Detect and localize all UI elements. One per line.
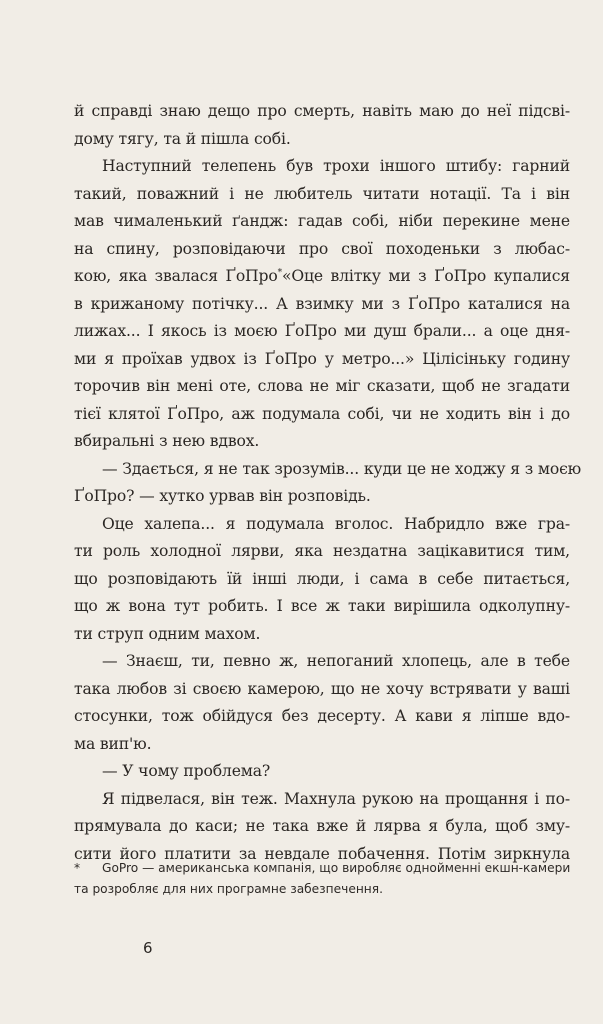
text-line: сити його платити за невдале побачення. Потім зиркнула — [74, 844, 570, 863]
text-line: в крижаному потічку... А взимку ми з ҐоПро каталися на — [74, 294, 570, 313]
footnote — [74, 858, 570, 900]
text-line: мав чималенький ґандж: гадав собі, ніби перекине мене — [74, 212, 570, 230]
text-line: Я підвелася, він теж. Махнула рукою на прощання і по- — [102, 789, 570, 808]
page-number: 6 — [143, 939, 153, 957]
text-line — [74, 263, 570, 291]
text-line: на спину, розповідаючи про свої походеньки з любас- — [74, 239, 570, 258]
footnote-line — [74, 858, 570, 879]
footnote-reference: * — [277, 267, 282, 278]
text-line: ҐоПро? — хутко урвав він розповідь. — [74, 487, 371, 505]
footnote-marker: * — [74, 861, 81, 875]
text-line: прямувала до каси; не така вже й лярва я була, щоб зму- — [74, 817, 570, 835]
text-line: тієї клятої ҐоПро, аж подумала собі, чи не ходить він і до — [74, 404, 570, 423]
text-line: що розповідають їй інші люди, і сама в себе питається, — [74, 569, 570, 588]
text-line: дому тягу, та й пішла собі. — [74, 129, 291, 148]
text-line: ми я проїхав удвох із ҐоПро у метро...» Цілісіньку годину — [74, 349, 570, 368]
text-line: й справді знаю дещо про смерть, навіть маю до неї підсві- — [74, 102, 570, 120]
text-line: стосунки, тож обійдуся без десерту. А кави я ліпше вдо- — [74, 707, 570, 725]
text-line: Оце халепа... я подумала вголос. Набридло вже гра- — [102, 514, 570, 533]
text-line: ти роль холодної лярви, яка нездатна зацікавитися тим, — [74, 542, 570, 560]
text-line: такий, поважний і не любитель читати нотації. Та і він — [74, 184, 570, 203]
text-segment: кою, яка звалася ҐоПро — [74, 267, 278, 285]
text-line: ма вип'ю. — [74, 734, 152, 753]
text-line: що ж вона тут робить. І все ж таки вирішила одколупну- — [74, 597, 570, 615]
footnote-text: GoPro — американська компанія, що виробляє однойменні екшн-камери — [102, 861, 571, 875]
text-line: ти струп одним махом. — [74, 624, 261, 643]
text-line: вбиральні з нею вдвох. — [74, 432, 260, 450]
text-line: — Здається, я не так зрозумів... куди це не ходжу я з моєю — [102, 459, 582, 478]
text-line: торочив він мені оте, слова не міг сказати, щоб не згадати — [74, 377, 570, 395]
text-segment: «Оце влітку ми з ҐоПро купалися — [281, 267, 570, 285]
footnote-line: та розробляє для них програмне забезпечення. — [74, 882, 383, 896]
text-line: Наступний телепень був трохи іншого штибу: гарний — [102, 157, 570, 175]
text-line: — Знаєш, ти, певно ж, непоганий хлопець, але в тебе — [102, 652, 570, 670]
text-line: така любов зі своєю камерою, що не хочу встрявати у ваші — [74, 679, 570, 698]
text-line: лижах... І якось із моєю ҐоПро ми душ брали... а оце дня- — [74, 322, 570, 340]
text-line: — У чому проблема? — [102, 762, 271, 780]
